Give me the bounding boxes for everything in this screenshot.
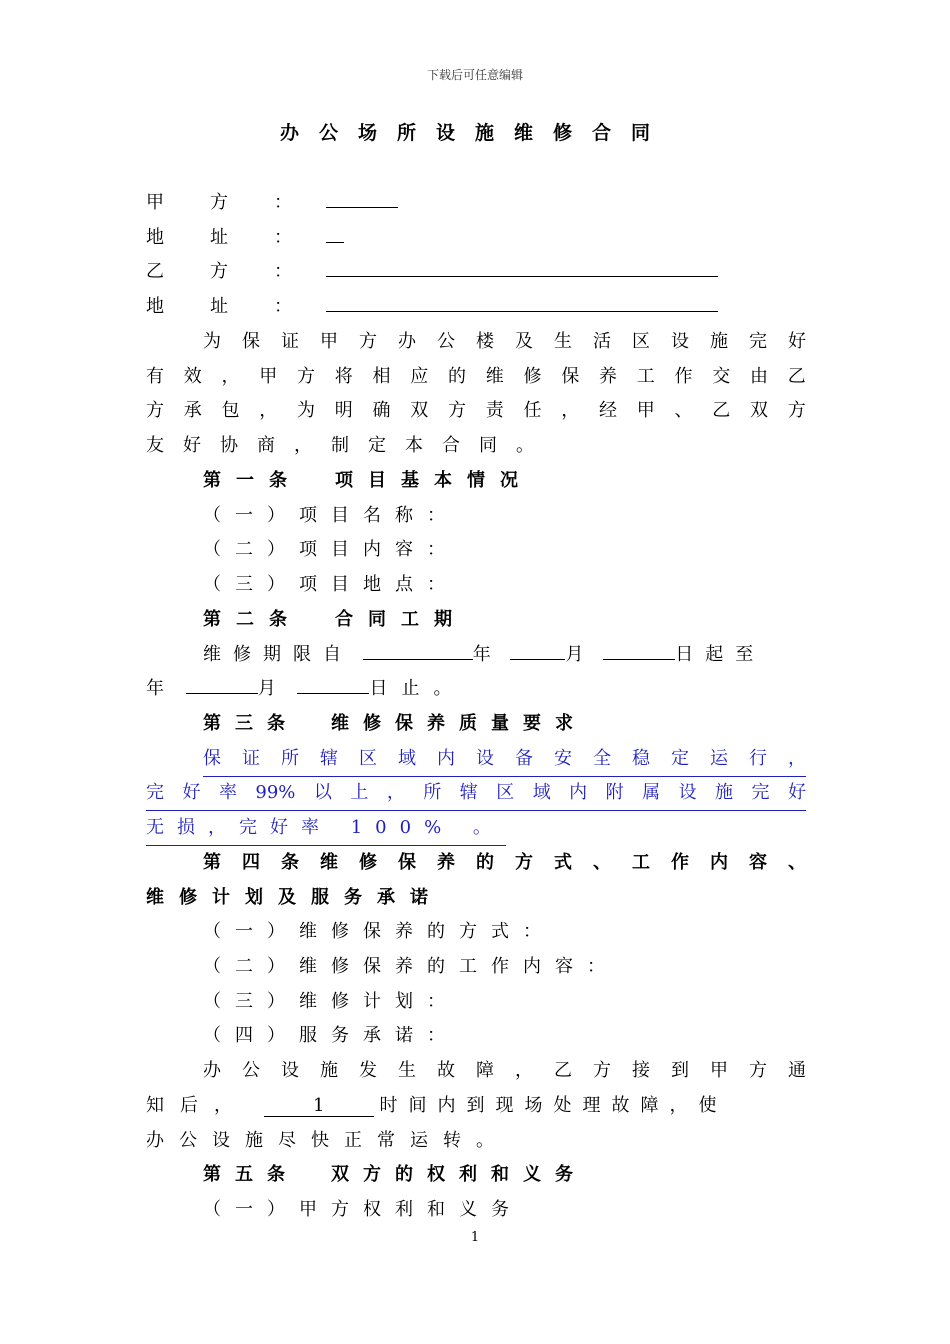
text-glyph: 属 — [642, 782, 661, 803]
text-glyph: 双 — [410, 400, 429, 421]
text-glyph: 有 — [146, 366, 164, 387]
text-glyph: 99% — [255, 782, 296, 803]
period-line-2 — [146, 672, 806, 706]
period-line-1 — [203, 638, 806, 672]
text-glyph: 的 — [476, 852, 494, 873]
party-a-row — [146, 186, 806, 220]
text-glyph: 式 — [554, 852, 572, 873]
text-glyph: 修 — [523, 366, 542, 387]
text-glyph: 备 — [515, 748, 533, 769]
text-glyph: 方 — [515, 852, 533, 873]
text-glyph: 由 — [750, 366, 768, 387]
text-glyph: 率 — [218, 782, 237, 803]
text-glyph: 责 — [485, 400, 504, 421]
period-end-month-label: 月 — [257, 678, 276, 699]
text-glyph: 效 — [183, 366, 202, 387]
text-glyph: 方 — [297, 366, 315, 387]
text-glyph: 作 — [674, 366, 693, 387]
text-glyph: 、 — [788, 852, 806, 873]
text-glyph: 、 — [674, 400, 693, 421]
text-glyph: 承 — [183, 400, 202, 421]
period-end-day-blank[interactable] — [297, 672, 369, 694]
article-5-item-1: （一）甲方权利和义务 — [203, 1199, 523, 1220]
text-glyph: 乙 — [712, 400, 731, 421]
text-glyph: 施 — [320, 1060, 338, 1081]
text-glyph: 好 — [182, 782, 201, 803]
article-4-item-1: （一）维修保养的方式： — [203, 921, 555, 942]
text-glyph: 相 — [372, 366, 391, 387]
text-glyph: 工 — [632, 852, 650, 873]
text-glyph: 甲 — [710, 1060, 728, 1081]
text-glyph: 保 — [203, 748, 221, 769]
text-glyph: 行 — [749, 748, 767, 769]
quality-line-3-text: 无损，完好率 100% 。 — [146, 811, 506, 846]
text-glyph: 内 — [437, 748, 455, 769]
article-4-item-3: （三）维修计划： — [203, 991, 459, 1012]
text-glyph: ， — [515, 1060, 533, 1081]
text-glyph: 方 — [448, 400, 466, 421]
service-line-3: 办公设施尽快正常运转。 — [146, 1130, 509, 1151]
text-glyph: 生 — [554, 331, 572, 352]
text-glyph: 将 — [334, 366, 353, 387]
text-glyph: 通 — [788, 1060, 806, 1081]
text-glyph: 应 — [410, 366, 429, 387]
text-glyph: 发 — [359, 1060, 377, 1081]
period-start-year-blank[interactable] — [363, 638, 473, 660]
intro-line-4: 友好协商，制定本合同。 — [146, 435, 553, 456]
text-glyph: 上 — [350, 782, 369, 803]
text-glyph: 辖 — [459, 782, 478, 803]
text-glyph: 及 — [515, 331, 533, 352]
article-2-heading: 第二条 合同工期 — [203, 609, 467, 630]
text-glyph: 好 — [787, 782, 806, 803]
period-end-label: 日止。 — [369, 678, 466, 699]
address-b-blank[interactable] — [326, 290, 718, 312]
text-glyph: 以 — [313, 782, 332, 803]
text-glyph: ， — [788, 748, 806, 769]
text-glyph: 到 — [671, 1060, 689, 1081]
text-glyph: 证 — [242, 748, 260, 769]
page-number: 1 — [470, 1230, 480, 1245]
text-glyph: 公 — [437, 331, 455, 352]
text-glyph: 附 — [605, 782, 624, 803]
address-a-label: 地 址 ： — [146, 227, 306, 248]
text-glyph: 辖 — [320, 748, 338, 769]
address-b-label: 地 址 ： — [146, 296, 306, 317]
page-header: 下载后可任意编辑 — [426, 68, 523, 82]
period-start-day-blank[interactable] — [603, 638, 675, 660]
text-glyph: 双 — [750, 400, 768, 421]
text-glyph: 甲 — [259, 366, 278, 387]
text-glyph: 区 — [496, 782, 515, 803]
text-glyph: 、 — [593, 852, 611, 873]
service-hours-value[interactable]: 1 — [264, 1095, 374, 1117]
article-5-heading: 第五条 双方的权利和义务 — [203, 1164, 587, 1185]
service-rest-label: 时间内到现场处理故障，使 — [379, 1095, 728, 1116]
address-a-row — [146, 221, 806, 255]
text-glyph: 设 — [476, 748, 494, 769]
service-line-1 — [203, 1054, 806, 1088]
text-glyph: 作 — [671, 852, 689, 873]
text-glyph: 定 — [671, 748, 689, 769]
text-glyph: 施 — [710, 331, 728, 352]
text-glyph: 维 — [485, 366, 504, 387]
intro-line-2 — [146, 360, 806, 394]
text-glyph: 经 — [599, 400, 617, 421]
text-glyph: 维 — [320, 852, 338, 873]
text-glyph: 活 — [593, 331, 611, 352]
text-glyph: 乙 — [554, 1060, 572, 1081]
text-glyph: 完 — [751, 782, 770, 803]
service-line-2 — [146, 1089, 806, 1123]
text-glyph: 容 — [749, 852, 767, 873]
article-1-item-2: （二）项目内容： — [203, 539, 459, 560]
text-glyph: 交 — [712, 366, 731, 387]
text-glyph: 完 — [146, 782, 164, 803]
text-glyph: 包 — [221, 400, 240, 421]
text-glyph: 区 — [632, 331, 650, 352]
service-after-label: 知后， — [146, 1095, 248, 1116]
text-glyph: 方 — [787, 400, 806, 421]
article-1-item-3: （三）项目地点： — [203, 574, 459, 595]
text-glyph: 所 — [423, 782, 442, 803]
text-glyph: 为 — [203, 331, 221, 352]
text-glyph: 为 — [297, 400, 315, 421]
text-glyph: 保 — [398, 852, 416, 873]
text-glyph: ， — [386, 782, 405, 803]
text-glyph: 设 — [671, 331, 689, 352]
quality-line-3 — [146, 811, 806, 845]
text-glyph: 保 — [561, 366, 580, 387]
article-1-heading: 第一条 项目基本情况 — [203, 470, 533, 491]
article-4-item-2: （二）维修保养的工作内容： — [203, 956, 619, 977]
text-glyph: 办 — [398, 331, 416, 352]
quality-line-1 — [203, 742, 806, 777]
party-b-row — [146, 255, 806, 289]
text-glyph: 第 — [203, 852, 221, 873]
intro-line-3 — [146, 394, 806, 428]
text-glyph: 区 — [359, 748, 377, 769]
period-end-year-label: 年 — [146, 678, 164, 699]
article-1-item-1: （一）项目名称： — [203, 505, 459, 526]
article-4-item-4: （四）服务承诺： — [203, 1025, 459, 1046]
text-glyph: 甲 — [320, 331, 338, 352]
text-glyph: 好 — [788, 331, 806, 352]
text-glyph: 域 — [532, 782, 551, 803]
intro-line-1 — [203, 325, 806, 359]
text-glyph: 设 — [281, 1060, 299, 1081]
party-b-label: 乙 方 ： — [146, 261, 306, 282]
text-glyph: 条 — [281, 852, 299, 873]
text-glyph: 乙 — [787, 366, 806, 387]
text-glyph: 证 — [281, 331, 299, 352]
text-glyph: 的 — [448, 366, 466, 387]
article-4-heading-2: 维修计划及服务承诺 — [146, 887, 443, 908]
address-a-blank[interactable] — [326, 221, 344, 243]
text-glyph: 工 — [636, 366, 655, 387]
text-glyph: 确 — [372, 400, 391, 421]
period-end-month-blank[interactable] — [186, 672, 258, 694]
quality-line-2 — [146, 776, 806, 811]
period-month-label: 月 — [565, 644, 584, 665]
text-glyph: 内 — [710, 852, 728, 873]
text-glyph: ， — [259, 400, 278, 421]
text-glyph: 公 — [242, 1060, 260, 1081]
text-glyph: 方 — [749, 1060, 767, 1081]
text-glyph: 故 — [437, 1060, 455, 1081]
text-glyph: ， — [221, 366, 240, 387]
text-glyph: 甲 — [636, 400, 655, 421]
text-glyph: 方 — [359, 331, 377, 352]
text-glyph: 内 — [569, 782, 588, 803]
text-glyph: 四 — [242, 852, 260, 873]
text-glyph: 任 — [523, 400, 542, 421]
text-glyph: 方 — [593, 1060, 611, 1081]
text-glyph: 运 — [710, 748, 728, 769]
text-glyph: 楼 — [476, 331, 494, 352]
text-glyph: 障 — [476, 1060, 494, 1081]
text-glyph: 养 — [437, 852, 455, 873]
text-glyph: 办 — [203, 1060, 221, 1081]
text-glyph: 施 — [715, 782, 734, 803]
text-glyph: 域 — [398, 748, 416, 769]
document-title: 办公场所设施维修合同 — [279, 122, 670, 144]
text-glyph: 生 — [398, 1060, 416, 1081]
party-a-blank[interactable] — [326, 186, 398, 208]
period-to-label: 日起至 — [675, 644, 766, 665]
text-glyph: 全 — [593, 748, 611, 769]
text-glyph: 方 — [146, 400, 164, 421]
text-glyph: 养 — [599, 366, 617, 387]
text-glyph: ， — [561, 400, 580, 421]
party-b-blank[interactable] — [326, 255, 718, 277]
text-glyph: 明 — [334, 400, 353, 421]
text-glyph: 修 — [359, 852, 377, 873]
address-b-row — [146, 290, 806, 324]
text-glyph: 稳 — [632, 748, 650, 769]
text-glyph: 接 — [632, 1060, 650, 1081]
period-year-label: 年 — [472, 644, 491, 665]
text-glyph: 设 — [678, 782, 697, 803]
party-a-label: 甲 方 ： — [146, 192, 306, 213]
period-start-month-blank[interactable] — [510, 638, 565, 660]
text-glyph: 保 — [242, 331, 260, 352]
article-3-heading: 第三条 维修保养质量要求 — [203, 713, 587, 734]
text-glyph: 安 — [554, 748, 572, 769]
text-glyph: 所 — [281, 748, 299, 769]
period-from-label: 维修期限自 — [203, 644, 353, 665]
text-glyph: 完 — [749, 331, 767, 352]
article-4-heading-1 — [203, 846, 806, 880]
